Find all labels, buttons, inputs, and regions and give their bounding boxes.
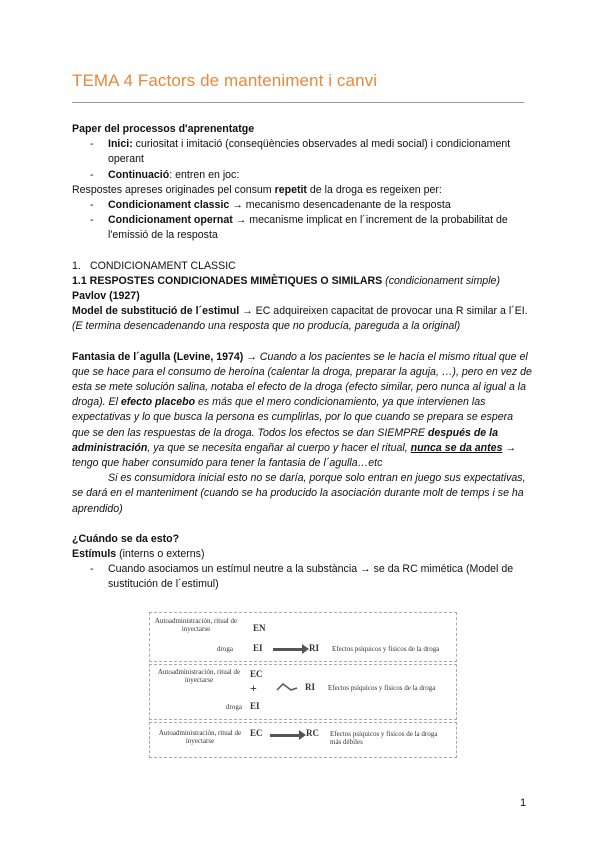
row3-ec: EC	[250, 728, 263, 738]
fantasia-text-1: → Cuando a los pacientes se le hacía el mismo ritual que el que se hace para el consumo de heroína (calentar la droga, preparar la aguja, …), pero en vez de esta se mete solución salina, notaba el efecto de la droga (efecto similar, pero nunca al igual a la droga). El	[72, 350, 532, 409]
dash-marker: -	[90, 563, 94, 576]
fantasia-bold: Fantasia de l´agulla (Levine, 1974)	[72, 350, 244, 363]
inici-label: Inici:	[108, 138, 133, 151]
row2-ei: EI	[250, 701, 260, 711]
row3-rc: RC	[306, 728, 319, 738]
similarity-wave-icon	[276, 682, 298, 692]
respostes-post: de la droga es regeixen per:	[306, 183, 442, 196]
model-text: → EC adquireixen capacitat de provocar una R similar a l´EI.	[239, 305, 528, 318]
fantasia-paragraph-2: Si es consumidora inicial esto no se daría, porque solo entran en juego sus expectativas, se dará en el manteniment (cuando se ha producido la asociación durante molt de temps i se ha aprendido)	[72, 472, 526, 515]
inici-text: curiositat i imitació (conseqüències observades al medi social) i condicionament operant	[108, 138, 511, 166]
paper-heading: Paper del processos d'aprenentatge	[72, 123, 255, 135]
spacer	[72, 244, 532, 259]
list-item-inici	[90, 137, 532, 167]
model-italic: (E termina desencadenando una resposta que no producía, pareguda a la original)	[72, 320, 461, 333]
classic-text: → mecanismo desencadenante de la resposta	[229, 199, 451, 212]
row2-plus: +	[250, 681, 257, 695]
arrow-icon	[270, 734, 300, 737]
row1-effect: Efectos psíquicos y físicos de la droga	[332, 645, 440, 653]
operant-label: Condicionament opernat	[108, 214, 233, 227]
row2-label: Autoadministración, ritual de inyectarse	[157, 668, 241, 684]
row2-droga: droga	[226, 703, 242, 711]
diagram-row-2	[149, 664, 457, 720]
diagram-row-1	[149, 612, 457, 662]
row1-ei: EI	[253, 643, 263, 653]
dash-marker: -	[90, 199, 94, 212]
spacer	[72, 335, 532, 350]
arrow-icon	[273, 648, 303, 651]
dash-marker: -	[90, 138, 94, 151]
asociamos-text: Cuando asociamos un estímul neutre a la substància → se da RC mimética (Model de sustitución de l´estimul)	[108, 563, 514, 591]
fantasia-text-3: , ya que se necesita engañar al cuerpo y hacer el ritual,	[147, 441, 411, 454]
dash-marker: -	[90, 168, 94, 181]
estimuls-line	[72, 547, 532, 562]
despues-administracion: después de la administración	[72, 426, 498, 454]
continuacio-label: Continuació	[108, 168, 170, 181]
fantasia-text-2: es más que el mero condicionamiento, ya que intervienen las expectativas y lo que busca la persona es cumplirlas, por lo que cuando se prepara se espera que se den las respuestas de la droga. Todos los efectos se dan SIEMPRE	[72, 396, 514, 439]
section-number: 1.	[72, 259, 81, 272]
row1-ri: RI	[309, 643, 320, 653]
dash-marker: -	[90, 214, 94, 227]
row3-label: Autoadministración, ritual de inyectarse	[158, 729, 242, 745]
list-item-continuacio	[90, 168, 532, 183]
respostes-pre: Respostes apreses originades pel consum	[72, 183, 275, 196]
cuando-heading: ¿Cuándo se da esto?	[72, 532, 180, 545]
row2-effect: Efectos psíquicos y físicos de la droga	[328, 684, 436, 692]
subsection-heading	[72, 274, 532, 289]
fantasia-text-4: → tengo que haber consumido para tener la fantasia de l´agulla…etc	[72, 441, 517, 470]
nunca-se-da-antes: nunca se da antes	[410, 441, 503, 454]
conditioning-diagram	[149, 612, 455, 758]
subsection-bold: 1.1 RESPOSTES CONDICIONADES MIMÈTIQUES O SIMILARS	[72, 274, 383, 287]
document-body	[72, 122, 532, 593]
model-bold: Model de substitució de l´estimul	[72, 305, 240, 318]
title-divider	[72, 102, 524, 103]
row3-effect: Efectos psíquicos y físicos de la droga más débiles	[330, 730, 438, 746]
classic-label: Condicionament classic	[108, 199, 230, 212]
spacer	[72, 517, 532, 532]
section-heading-text: CONDICIONAMENT CLASSIC	[90, 259, 236, 272]
efecto-placebo: efecto placebo	[120, 396, 196, 409]
page-number: 1	[520, 797, 527, 809]
row2-ec: EC	[250, 669, 263, 679]
fantasia-paragraph	[72, 350, 532, 472]
estimuls-text: (interns o externs)	[116, 548, 205, 561]
row1-label: Autoadministración, ritual de inyectarse	[154, 617, 238, 633]
list-item-classic	[90, 198, 532, 213]
estimuls-bold: Estímuls	[72, 548, 117, 561]
row1-droga: droga	[217, 645, 233, 653]
row2-ri: RI	[305, 682, 316, 692]
pavlov-heading: Pavlov (1927)	[72, 290, 140, 303]
continuacio-text: : entren en joc:	[169, 168, 240, 181]
subsection-italic: (condicionament simple)	[382, 274, 500, 287]
model-paragraph	[72, 304, 532, 334]
list-item-operant	[90, 213, 532, 243]
respostes-bold: repetit	[274, 183, 307, 196]
page-title: TEMA 4 Factors de manteniment i canvi	[72, 71, 378, 90]
list-item-asociamos	[90, 562, 532, 592]
operant-text: → mecanisme implicat en l´increment de la probabilitat de l'emissió de la resposta	[108, 214, 508, 242]
row1-en: EN	[253, 623, 266, 633]
section-heading	[72, 259, 532, 274]
diagram-row-3	[149, 722, 457, 758]
respostes-line	[72, 183, 532, 198]
